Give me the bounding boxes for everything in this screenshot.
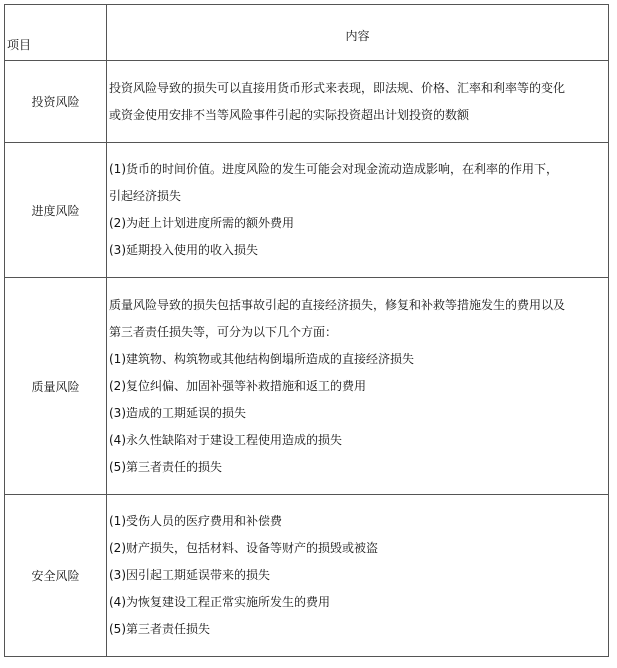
table-row-safety-risk <box>5 495 609 657</box>
content-line: (4)为恢复建设工程正常实施所发生的费用 <box>109 595 330 609</box>
content-line: 投资风险导致的损失可以直接用货币形式来表现，即法规、价格、汇率和利率等的变化 <box>109 80 566 95</box>
row-content-cell <box>107 278 609 495</box>
content-line: (2)为赶上计划进度所需的额外费用 <box>109 216 294 230</box>
content-line: (5)第三者责任损失 <box>109 622 210 636</box>
row-content-cell <box>107 495 609 657</box>
content-line: (3)造成的工期延误的损失 <box>109 405 246 420</box>
content-line: (4)永久性缺陷对于建设工程使用造成的损失 <box>109 432 342 447</box>
table-header-row <box>5 5 609 61</box>
row-name-cell <box>5 143 107 278</box>
row-name-cell <box>5 495 107 657</box>
content-line: (2)复位纠偏、加固补强等补救措施和返工的费用 <box>109 378 366 393</box>
content-line: (5)第三者责任的损失 <box>109 459 222 474</box>
row-name-cell <box>5 278 107 495</box>
header-cell-content <box>107 5 609 61</box>
row-name: 投资风险 <box>31 95 80 109</box>
content-line: 或资金使用安排不当等风险事件引起的实际投资超出计划投资的数额 <box>109 107 470 122</box>
row-content-cell <box>107 143 609 278</box>
row-name: 进度风险 <box>31 203 80 218</box>
content-line: (1)受伤人员的医疗费用和补偿费 <box>109 514 282 528</box>
content-line: 引起经济损失 <box>109 189 182 203</box>
content-line: 质量风险导致的损失包括事故引起的直接经济损失，修复和补救等措施发生的费用以及 <box>109 297 566 312</box>
header-cell-item <box>5 5 107 61</box>
content-line: (1)货币的时间价值。进度风险的发生可能会对现金流动造成影响，在利率的作用下， <box>109 162 559 176</box>
table-row-quality-risk <box>5 278 609 495</box>
content-line: (2)财产损失，包括材料、设备等财产的损毁或被盗 <box>109 541 378 555</box>
table-row-investment-risk <box>5 61 609 143</box>
content-line: (3)延期投入使用的收入损失 <box>109 243 258 257</box>
row-name: 质量风险 <box>31 379 80 394</box>
header-item-label: 项目 <box>7 38 32 52</box>
row-name-cell <box>5 61 107 143</box>
content-line: 第三者责任损失等，可分为以下几个方面： <box>109 324 338 339</box>
header-content-label: 内容 <box>345 29 370 43</box>
row-name: 安全风险 <box>31 569 80 583</box>
content-line: (1)建筑物、构筑物或其他结构倒塌所造成的直接经济损失 <box>109 351 415 366</box>
risk-loss-table <box>4 4 609 657</box>
content-line: (3)因引起工期延误带来的损失 <box>109 568 270 582</box>
row-content-cell <box>107 61 609 143</box>
table-row-schedule-risk <box>5 143 609 278</box>
